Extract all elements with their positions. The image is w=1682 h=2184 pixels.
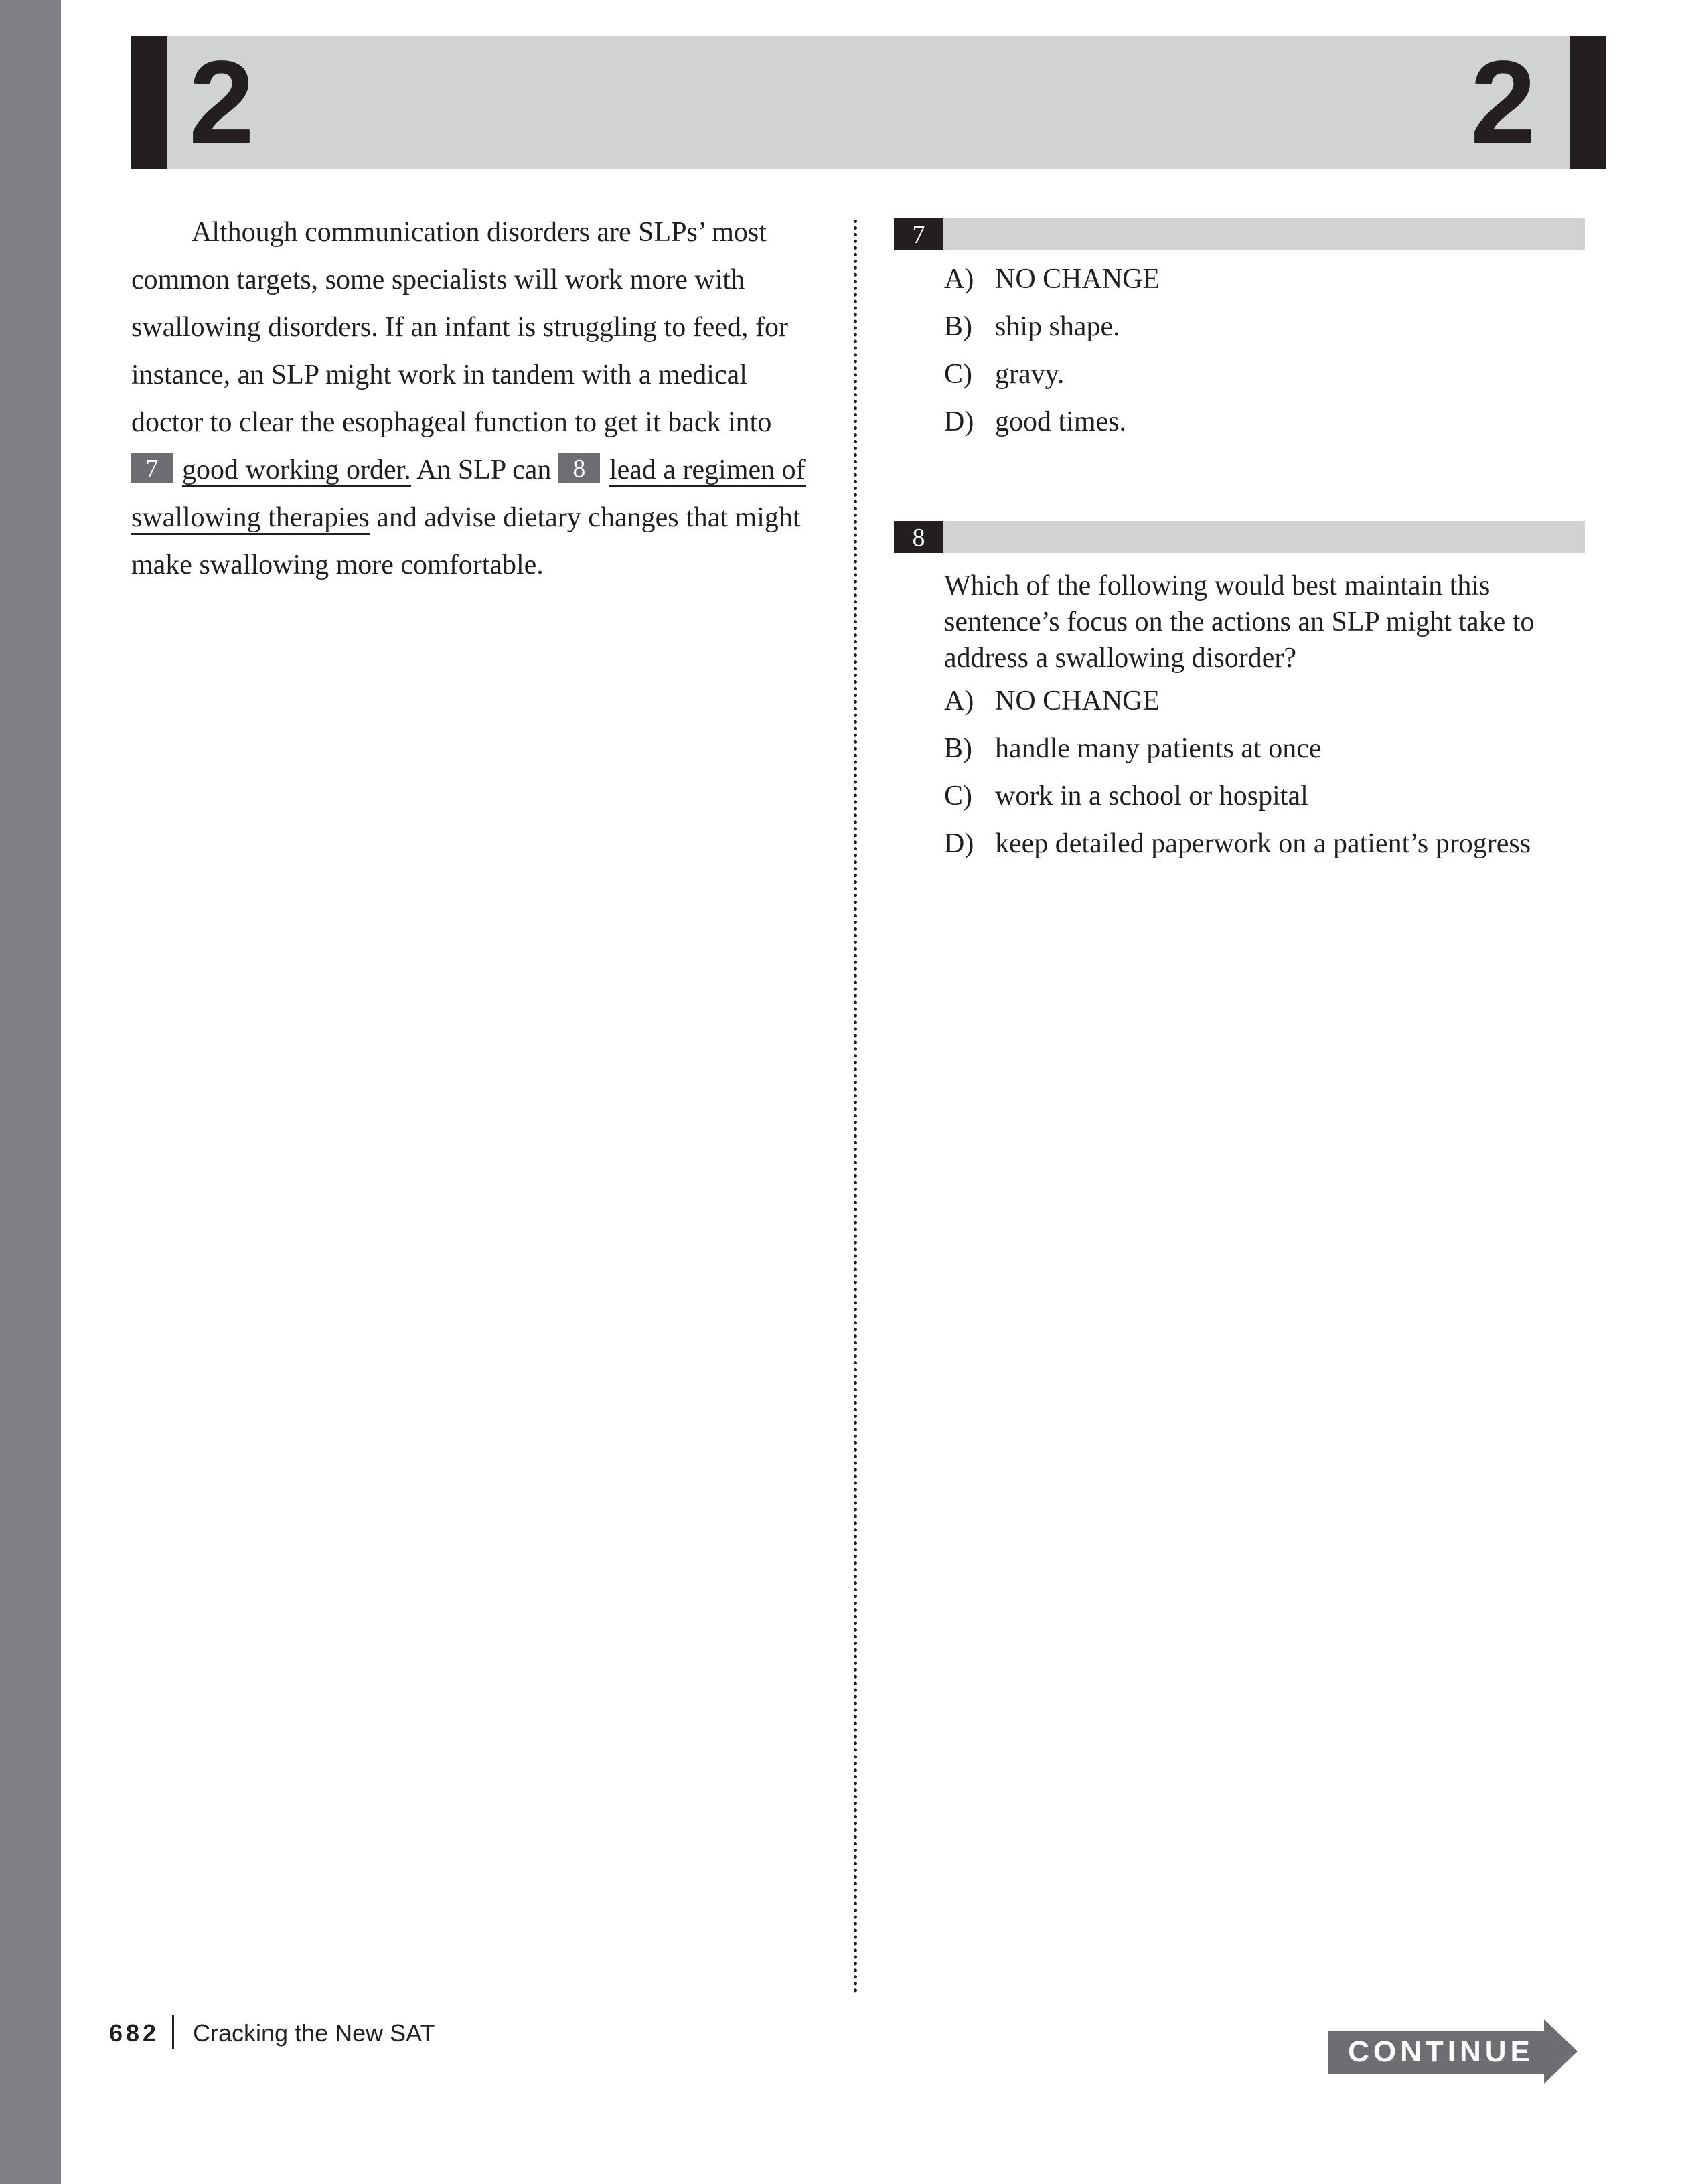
question-number-8: 8 [894,521,943,553]
option-text: ship shape. [995,311,1120,342]
header-right-block [1570,36,1606,169]
section-header [131,36,1606,169]
answer-option[interactable] [944,351,1587,398]
option-text: handle many patients at once [995,733,1322,764]
option-letter: A) [944,264,974,295]
option-letter: B) [944,311,972,342]
answer-option[interactable] [944,303,1587,351]
passage-text-1: Although communication disorders are SLPs’ most common targets, some specialists will work more with swallowing disorders. If an infant is struggling to feed, for instance, an SLP might work in tandem with a medical doctor to clear the esophageal function to get it back into [131,217,788,438]
option-letter: C) [944,781,972,811]
question-header-8 [894,521,1585,553]
option-letter: D) [944,828,974,859]
underlined-phrase-7[interactable]: good working order. [182,455,411,487]
book-title: Cracking the New SAT [193,2019,435,2047]
answer-option[interactable] [944,256,1587,303]
continue-button[interactable] [1328,2019,1583,2084]
footer-separator [172,2015,174,2049]
answer-option[interactable] [944,725,1587,773]
answer-option[interactable] [944,398,1587,446]
passage-text-3: and advise dietary changes that might make swallowing more comfortable. [131,502,801,580]
option-text: good times. [995,406,1126,437]
option-letter: D) [944,406,974,437]
column-divider [854,220,857,1994]
question-stem-8: Which of the following would best maintain this sentence’s focus on the actions an SLP might take to address a swallowing disorder? [944,570,1535,674]
underlined-phrase-8[interactable]: lead a regimen of swallowing therapies [131,455,806,535]
passage [131,209,814,589]
passage-text-2: An SLP can [416,455,552,485]
section-number-right: 2 [1470,37,1536,168]
question-marker-7[interactable]: 7 [131,453,173,483]
answer-options-8 [944,678,1587,868]
option-text: work in a school or hospital [995,781,1308,811]
question-marker-8[interactable]: 8 [558,453,600,483]
answer-option[interactable] [944,820,1587,868]
answer-option[interactable] [944,678,1587,725]
header-left-block [131,36,167,169]
option-text: NO CHANGE [995,686,1160,716]
question-number-7: 7 [894,218,943,250]
option-letter: B) [944,733,972,764]
answer-option[interactable] [944,773,1587,820]
page-number: 682 [109,2019,160,2047]
option-text: NO CHANGE [995,264,1160,295]
option-letter: C) [944,359,972,390]
page-edge-bar [0,0,61,2184]
question-header-7 [894,218,1585,250]
answer-options-7 [944,256,1587,446]
section-number-left: 2 [189,37,254,168]
option-text: gravy. [995,359,1065,390]
option-letter: A) [944,686,974,716]
continue-label: CONTINUE [1348,2035,1534,2068]
option-text: keep detailed paperwork on a patient’s progress [995,828,1531,859]
